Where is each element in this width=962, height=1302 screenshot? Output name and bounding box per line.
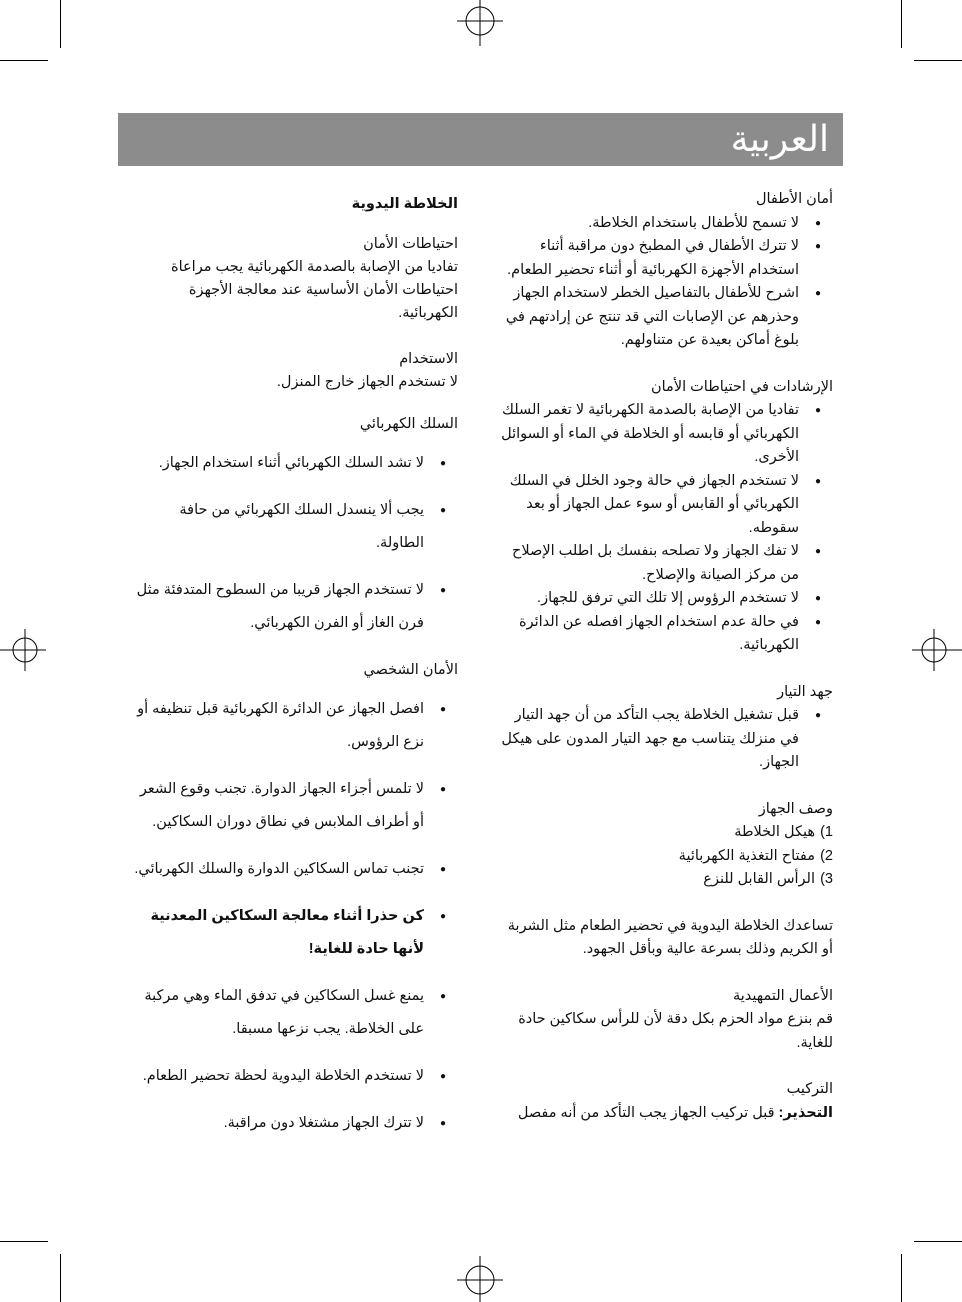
warning-label: التحذير: [778,1104,833,1121]
item-text: مفتاح التغذية الكهربائية [678,847,815,864]
section-heading: وصف الجهاز [758,800,833,817]
bullet-list [128,693,458,1140]
crop-mark [0,1241,48,1242]
registration-mark-icon [912,627,962,673]
list-item: ● تفاديا من الإصابة بالصدمة الكهربائية لا تغمر السلك الكهربائي أو قابسه أو الخلاطة في الماء أو السوائل الأخرى. [500,399,833,470]
page-title: العربية [730,118,829,159]
crop-mark [60,0,61,48]
list-item: ● افصل الجهاز عن الدائرة الكهربائية قبل تنظيفه أو نزع الرؤوس. [128,693,458,759]
safety-instructions-section [500,376,833,658]
section-heading: الاستخدام [399,351,458,367]
list-item: ● لا تستخدم الخلاطة اليدوية لحظة تحضير الطعام. [128,1060,458,1093]
list-item: ● لا تستخدم الرؤوس إلا تلك التي ترفق للجهاز. [500,587,833,611]
list-item: ● في حالة عدم استخدام الجهاز افصله عن الدائرة الكهربائية. [500,611,833,658]
crop-mark [914,60,962,61]
section-heading: التركيب [786,1081,833,1097]
bullet-list [500,212,833,353]
list-item: ● اشرح للأطفال بالتفاصيل الخطر لاستخدام الجهاز وحذرهم عن الإصابات التي قد تنتج عن إرادتهم في بلوغ أماكن بعيدة عن متناولهم. [500,282,833,353]
voltage-section [500,681,833,775]
section-heading: جهد التيار [777,683,833,700]
item-number: 1) [820,824,833,840]
section-title: الخلاطة اليدوية [351,196,458,212]
list-item [500,845,833,869]
section-heading: الإرشادات في احتياطات الأمان [650,378,833,395]
bullet-list [128,447,458,640]
bullet-list [500,399,833,658]
list-item: ● يمنع غسل السكاكين في تدفق الماء وهي مركبة على الخلاطة. يجب نزعها مسبقا. [128,980,458,1046]
right-column [500,188,833,1148]
item-number: 3) [820,871,833,887]
list-item: ● لا تستخدم الجهاز قريبا من السطوح المتدفئة مثل فرن الغاز أو الفرن الكهربائي. [128,574,458,640]
paragraph: قم بنزع مواد الحزم بكل دقة لأن للرأس سكاكين حادة للغاية. [518,1011,833,1051]
warning-text: قبل تركيب الجهاز يجب التأكد من أنه مفصل [517,1104,779,1121]
list-item: ● تجنب تماس السكاكين الدوارة والسلك الكهربائي. [128,853,458,886]
precautions-section [128,233,458,325]
personal-safety-section [128,654,458,1140]
assembly-section [500,1078,833,1125]
crop-mark [901,0,902,48]
registration-mark-icon [455,1256,505,1302]
bullet-list [500,704,833,775]
list-item [500,868,833,892]
item-number: 2) [820,847,833,864]
paragraph [500,1102,833,1126]
list-item: ● لا تفك الجهاز ولا تصلحه بنفسك بل اطلب الإصلاح من مركز الصيانة والإصلاح. [500,540,833,587]
crop-mark [0,60,48,61]
section-heading: السلك الكهربائي [359,416,458,432]
paragraph: لا تستخدم الجهاز خارج المنزل. [276,374,458,390]
list-item: ● لا تلمس أجزاء الجهاز الدوارة. تجنب وقوع الشعر أو أطراف الملابس في نطاق دوران السكاكين. [128,773,458,839]
crop-mark [901,1254,902,1302]
cord-section [128,408,458,640]
list-item: ● كن حذرا أثناء معالجة السكاكين المعدنية لأنها حادة للغاية! [128,900,458,966]
section-heading: أمان الأطفال [755,191,833,207]
list-item: ● لا تترك الأطفال في المطبخ دون مراقبة أثناء استخدام الأجهزة الكهربائية أو أثناء تحضير الطعام. [500,235,833,282]
usage-section [128,348,458,394]
crop-mark [914,1241,962,1242]
intro-paragraph: تساعدك الخلاطة اليدوية في تحضير الطعام مثل الشربة أو الكريم وذلك بسرعة عالية وبأقل الجهود. [507,917,833,957]
registration-mark-icon [0,627,46,673]
preparation-section [500,985,833,1056]
list-item: ● لا تستخدم الجهاز في حالة وجود الخلل في السلك الكهربائي أو القابس أو سوء عمل الجهاز أو بعد سقوطه. [500,470,833,541]
description-section [500,798,833,892]
section-heading: احتياطات الأمان [363,236,458,252]
paragraph: تفاديا من الإصابة بالصدمة الكهربائية يجب مراعاة احتياطات الأمان الأساسية عند معالجة الأجهزة الكهربائية. [171,259,458,321]
intro-section [500,915,833,962]
numbered-list [500,821,833,892]
language-header-bar [118,113,843,166]
crop-mark [60,1254,61,1302]
left-column [128,188,458,1154]
section-heading: الأعمال التمهيدية [733,987,833,1004]
registration-mark-icon [455,0,505,46]
item-text: الرأس القابل للنزع [703,871,815,887]
list-item: ● يجب ألا ينسدل السلك الكهربائي من حافة الطاولة. [128,494,458,560]
list-item [500,821,833,845]
list-item: ● لا تشد السلك الكهربائي أثناء استخدام الجهاز. [128,447,458,480]
list-item: ● لا تسمح للأطفال باستخدام الخلاطة. [500,212,833,236]
list-item: ● لا تترك الجهاز مشتغلا دون مراقبة. [128,1107,458,1140]
item-text: هيكل الخلاطة [734,824,815,840]
section-heading: الأمان الشخصي [363,662,458,678]
child-safety-section [500,188,833,353]
list-item: ● قبل تشغيل الخلاطة يجب التأكد من أن جهد التيار في منزلك يتناسب مع جهد التيار المدون على هيكل الجهاز. [500,704,833,775]
